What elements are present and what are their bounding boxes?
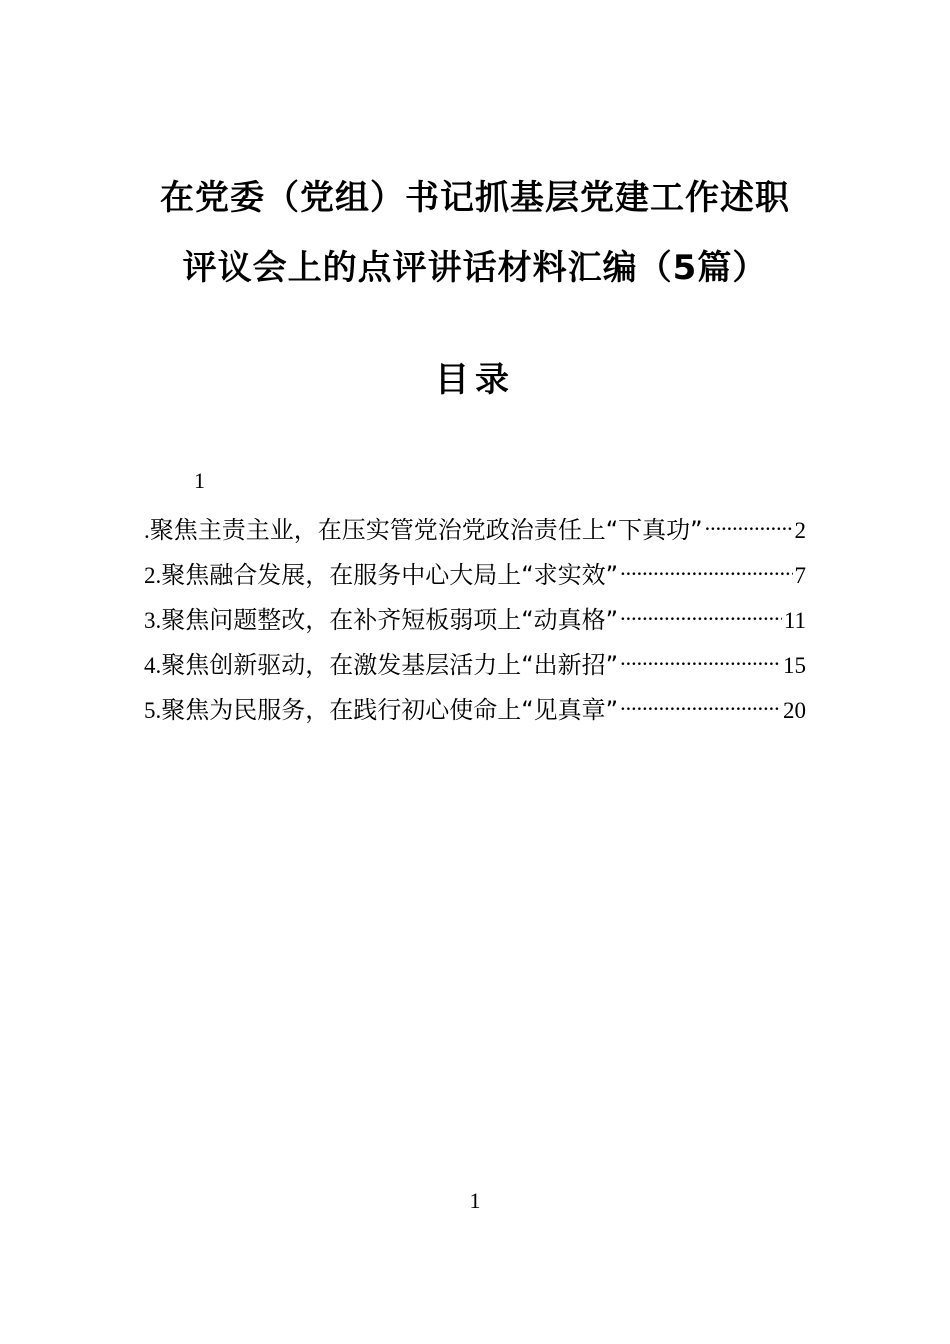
toc-heading: 目录 [435,360,515,400]
toc-dot-leader [620,643,781,673]
page-number: 1 [469,1188,481,1213]
toc-stray-number: 1 [194,468,205,493]
toc-entry-text: 聚焦主责主业，在压实管党治党政治责任上“下真功” [149,516,703,544]
toc-dot-leader [705,508,793,538]
toc-entry[interactable] [144,643,806,677]
toc-entry[interactable] [144,688,806,722]
toc-entry[interactable] [144,508,806,542]
toc-entry[interactable] [144,553,806,587]
toc-entry-number: 5. [144,698,162,723]
toc-entry-number: 4. [144,653,162,678]
document-title-line-2: 评议会上的点评讲话材料汇编（5篇） [182,248,768,288]
toc-entry[interactable] [144,598,806,632]
toc-entry-text: 聚焦创新驱动，在激发基层活力上“出新招” [161,651,619,679]
toc-entry-text: 聚焦为民服务，在践行初心使命上“见真章” [161,696,619,724]
toc-entry-page: 2 [794,518,806,543]
toc-entry-text: 聚焦融合发展，在服务中心大局上“求实效” [161,561,619,589]
toc-dot-leader [620,553,792,583]
toc-entry-number: 2. [144,563,162,588]
toc-entry-page: 15 [783,653,806,678]
toc-entry-text: 聚焦问题整改，在补齐短板弱项上“动真格” [161,606,619,634]
toc-entry-page: 7 [794,563,806,588]
document-title-line-1: 在党委（党组）书记抓基层党建工作述职 [160,178,790,218]
toc-dot-leader [620,688,781,718]
toc-entry-page: 11 [783,608,806,633]
toc-entry-number: . [144,518,150,543]
toc-entry-number: 3. [144,608,162,633]
toc-entry-page: 20 [783,698,806,723]
toc-dot-leader [620,598,782,628]
